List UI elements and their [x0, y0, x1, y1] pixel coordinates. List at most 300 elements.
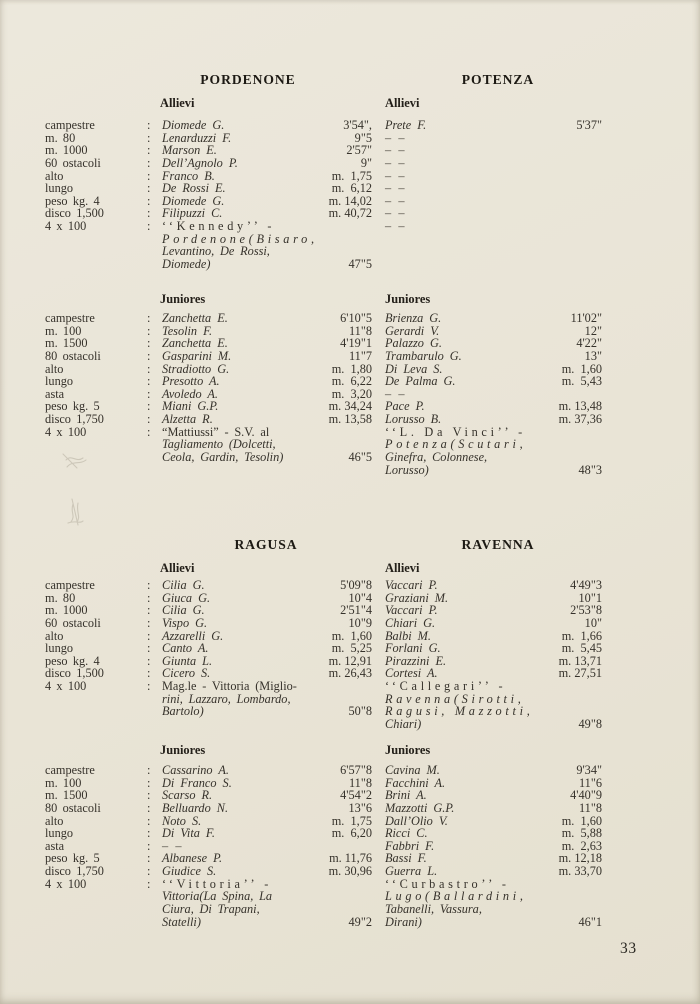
event-label: [45, 890, 147, 903]
separator-colon: :: [147, 666, 151, 681]
result-value: 4'49"3: [570, 578, 602, 592]
result-value: 9'34": [576, 763, 602, 777]
left-results-column: [45, 119, 372, 271]
athlete-name: Alzetta R.: [162, 412, 213, 427]
result-value: m. 6,12: [331, 181, 372, 196]
athlete-name: Miani G.P.: [162, 399, 219, 414]
relay-team-line: Potenza(Scutari,: [385, 437, 527, 452]
athlete-name: Gasparini M.: [162, 348, 232, 363]
event-label: [45, 705, 147, 718]
event-label: [45, 916, 147, 929]
relay-team-line: Pordenone(Bisaro,: [162, 231, 318, 246]
athlete-name: Presotto A.: [162, 374, 220, 389]
separator-colon: :: [147, 864, 151, 879]
result-row: [45, 802, 372, 815]
missing-entry-dash: – –: [385, 206, 406, 221]
athlete-name: Giunta L.: [162, 653, 213, 668]
result-value: m. 5,43: [561, 374, 602, 389]
relay-result: 48"3: [578, 462, 602, 477]
result-value: 6'57"8: [340, 763, 372, 777]
result-value: m. 26,43: [328, 666, 372, 681]
result-cell: [162, 157, 372, 170]
relay-team-line: ‘‘Curbastro’’ -: [385, 876, 510, 891]
event-label: alto: [45, 813, 64, 828]
relay-result: 46"1: [578, 914, 602, 929]
result-value: m. 30,96: [328, 864, 372, 879]
result-cell: [162, 617, 372, 630]
athlete-name: Marson E.: [162, 143, 217, 158]
result-row: [385, 312, 602, 325]
result-row: [385, 413, 602, 426]
event-label: [45, 451, 147, 464]
separator-colon: :: [147, 628, 151, 643]
relay-row: [45, 693, 372, 706]
separator-colon: :: [147, 219, 151, 234]
result-row: [385, 132, 602, 145]
event-label: peso kg. 4: [45, 193, 100, 208]
athlete-name: Palazzo G.: [385, 336, 442, 351]
result-cell: [162, 413, 372, 426]
athlete-name: Stradiotto G.: [162, 361, 230, 376]
relay-team-line: Ravenna(Sirotti,: [385, 691, 525, 706]
result-cell: [162, 375, 372, 388]
athlete-name: Di Leva S.: [385, 361, 443, 376]
result-row: [45, 865, 372, 878]
event-label: alto: [45, 168, 64, 183]
result-row: [45, 642, 372, 655]
relay-row: [385, 916, 602, 929]
result-row: [385, 220, 602, 233]
result-row: [385, 350, 602, 363]
athlete-name: Graziani M.: [385, 590, 449, 605]
athlete-name: Scarso R.: [162, 788, 213, 803]
result-value: 6'10"5: [340, 311, 372, 325]
result-cell: [162, 119, 372, 132]
relay-line-cell: [162, 903, 372, 916]
athlete-name: Cortesi A.: [385, 666, 438, 681]
event-label: m. 1000: [45, 143, 88, 158]
athlete-name: Azzarelli G.: [162, 628, 224, 643]
result-row: [385, 170, 602, 183]
result-row: [45, 617, 372, 630]
relay-team-line: Dirani): [385, 914, 422, 929]
result-row: [385, 617, 602, 630]
relay-result: 49"8: [578, 717, 602, 732]
separator-colon: [147, 451, 162, 464]
result-value: 4'19"1: [340, 336, 372, 351]
athlete-name: Diomede G.: [162, 193, 225, 208]
result-value: m. 12,91: [328, 653, 372, 668]
athlete-name: Prete F.: [385, 118, 427, 132]
result-value: m. 34,24: [328, 399, 372, 414]
relay-team-line: Tabanelli, Vassura,: [385, 902, 482, 917]
result-value: 2'51"4: [340, 603, 372, 618]
result-row: [385, 182, 602, 195]
city-header-left: RAGUSA: [234, 537, 298, 552]
athlete-name: Zanchetta E.: [162, 311, 228, 325]
page-number: 33: [620, 940, 637, 957]
result-value: 11"6: [578, 775, 602, 790]
relay-team-line: ‘‘L. Da Vinci’’ -: [385, 424, 526, 439]
separator-colon: :: [147, 181, 151, 196]
relay-team-line: Levantino, De Rossi,: [162, 244, 270, 259]
event-label: peso kg. 5: [45, 399, 100, 414]
athlete-name: Canto A.: [162, 641, 209, 656]
separator-colon: :: [147, 876, 151, 891]
result-value: 9": [360, 155, 372, 170]
result-value: 5'09"8: [340, 578, 372, 592]
athlete-name: Cavina M.: [385, 763, 440, 777]
event-label: lungo: [45, 181, 74, 196]
left-results-column: [45, 579, 372, 718]
athlete-name: Brini A.: [385, 788, 427, 803]
result-value: 13": [584, 348, 602, 363]
separator-colon: :: [147, 386, 151, 401]
separator-colon: [147, 245, 162, 258]
result-value: m. 37,36: [558, 412, 602, 427]
athlete-name: Brienza G.: [385, 311, 442, 325]
event-label: disco 1,750: [45, 412, 104, 427]
separator-colon: :: [147, 399, 151, 414]
separator-colon: :: [147, 788, 151, 803]
result-value: 3'54",: [343, 118, 372, 132]
separator-colon: [147, 890, 162, 903]
athlete-name: Noto S.: [162, 813, 202, 828]
separator-colon: :: [147, 348, 151, 363]
separator-colon: :: [147, 193, 151, 208]
event-label: 4 x 100: [45, 219, 87, 234]
separator-colon: :: [147, 323, 151, 338]
event-label: m. 80: [45, 130, 76, 145]
result-value: m. 1,66: [561, 628, 602, 643]
athlete-name: De Rossi E.: [162, 181, 226, 196]
result-value: 11"8: [348, 775, 372, 790]
relay-result: 46"5: [348, 450, 372, 465]
result-cell: [162, 579, 372, 592]
athlete-name: Mazzotti G.P.: [385, 800, 455, 815]
relay-team-line: Tagliamento (Dolcetti,: [162, 437, 276, 452]
right-results-column: [385, 764, 602, 928]
event-label: [45, 233, 147, 246]
athlete-name: Cassarino A.: [162, 763, 229, 777]
athlete-name: Dell’Agnolo P.: [162, 155, 238, 170]
result-cell: [162, 827, 372, 840]
relay-row: [45, 451, 372, 464]
event-label: [45, 245, 147, 258]
result-value: 9"5: [354, 130, 372, 145]
right-results-column: [385, 312, 602, 476]
event-label: 60 ostacoli: [45, 155, 101, 170]
relay-line-cell: [162, 916, 372, 929]
result-value: m. 14,02: [328, 193, 372, 208]
missing-entry-dash: – –: [162, 838, 183, 853]
athlete-name: Balbi M.: [385, 628, 431, 643]
athlete-name: De Palma G.: [385, 374, 456, 389]
relay-row: [45, 903, 372, 916]
athlete-name: Lorusso B.: [385, 412, 442, 427]
event-label: m. 80: [45, 590, 76, 605]
result-row: [45, 827, 372, 840]
event-label: campestre: [45, 578, 95, 592]
relay-line-cell: [162, 258, 372, 271]
separator-colon: :: [147, 336, 151, 351]
result-value: 4'40"9: [570, 788, 602, 803]
result-value: 2'53"8: [570, 603, 602, 618]
athlete-name: Belluardo N.: [162, 800, 229, 815]
result-row: [385, 764, 602, 777]
relay-row: [45, 705, 372, 718]
event-label: disco 1,750: [45, 864, 104, 879]
relay-team-line: Ginefra, Colonnese,: [385, 450, 488, 465]
result-value: 11"8: [578, 800, 602, 815]
event-label: alto: [45, 361, 64, 376]
athlete-name: Di Franco S.: [162, 775, 232, 790]
result-cell: [162, 182, 372, 195]
result-row: [385, 207, 602, 220]
event-label: peso kg. 5: [45, 851, 100, 866]
separator-colon: [147, 916, 162, 929]
result-value: 11"8: [348, 323, 372, 338]
event-label: m. 100: [45, 323, 82, 338]
result-value: m. 2,63: [561, 838, 602, 853]
event-label: 60 ostacoli: [45, 615, 101, 630]
result-value: m. 1,60: [561, 813, 602, 828]
relay-team-line: Ceola, Gardin, Tesolin): [162, 450, 284, 465]
event-label: [45, 903, 147, 916]
relay-team-line: ‘‘Kennedy’’ -: [162, 219, 276, 234]
result-row: [385, 802, 602, 815]
athlete-name: Cilia G.: [162, 578, 205, 592]
missing-entry-dash: – –: [385, 386, 406, 401]
event-label: 80 ostacoli: [45, 800, 101, 815]
result-row: [385, 827, 602, 840]
relay-row: [385, 464, 602, 477]
separator-colon: :: [147, 361, 151, 376]
athlete-name: Giuca G.: [162, 590, 211, 605]
result-cell: [162, 350, 372, 363]
athlete-name: Vaccari P.: [385, 578, 438, 592]
athlete-name: Gerardi V.: [385, 323, 440, 338]
result-value: m. 3,20: [331, 386, 372, 401]
event-label: disco 1,500: [45, 206, 104, 221]
result-row: [385, 579, 602, 592]
relay-team-line: Lorusso): [385, 462, 429, 477]
group-label-left: Juniores: [160, 292, 206, 306]
event-label: lungo: [45, 641, 74, 656]
group-label-right: Juniores: [385, 292, 431, 306]
result-value: 10": [584, 615, 602, 630]
athlete-name: Vispo G.: [162, 615, 208, 630]
group-label-left: Juniores: [160, 743, 206, 757]
result-value: 12": [584, 323, 602, 338]
separator-colon: :: [147, 118, 151, 132]
event-label: alto: [45, 628, 64, 643]
event-label: campestre: [45, 118, 95, 132]
relay-row: [385, 718, 602, 731]
event-label: m. 1000: [45, 603, 88, 618]
athlete-name: Filipuzzi C.: [162, 206, 223, 221]
relay-team-line: Mag.le - Vittoria (Miglio-: [162, 679, 297, 694]
separator-colon: :: [147, 374, 151, 389]
left-results-column: [45, 764, 372, 928]
athlete-name: Bassi F.: [385, 851, 427, 866]
relay-team-line: ‘‘Vittoria’’ -: [162, 876, 272, 891]
result-value: 10"4: [348, 590, 372, 605]
result-value: 4'22": [576, 336, 602, 351]
result-value: m. 1,75: [331, 168, 372, 183]
result-value: m. 11,76: [329, 851, 372, 866]
separator-colon: [147, 438, 162, 451]
missing-entry-dash: – –: [385, 130, 406, 145]
city-header-left: PORDENONE: [200, 72, 296, 87]
separator-colon: :: [147, 168, 151, 183]
group-label-left: Allievi: [160, 96, 195, 110]
result-row: [45, 182, 372, 195]
event-label: [45, 258, 147, 271]
result-value: m. 5,88: [561, 826, 602, 841]
result-row: [385, 119, 602, 132]
relay-team-line: ‘‘Callegari’’ -: [385, 679, 507, 694]
result-value: m. 13,48: [558, 399, 602, 414]
result-row: [385, 157, 602, 170]
result-value: m. 12,18: [558, 851, 602, 866]
missing-entry-dash: – –: [385, 143, 406, 158]
event-label: m. 1500: [45, 788, 88, 803]
separator-colon: :: [147, 813, 151, 828]
group-label-right: Allievi: [385, 561, 420, 575]
separator-colon: [147, 903, 162, 916]
separator-colon: :: [147, 826, 151, 841]
relay-team-line: Vittoria(La Spina, La: [162, 889, 273, 904]
separator-colon: :: [147, 763, 151, 777]
relay-row: [385, 680, 602, 693]
separator-colon: :: [147, 603, 151, 618]
relay-row: [385, 451, 602, 464]
athlete-name: Lenarduzzi F.: [162, 130, 232, 145]
relay-team-line: Diomede): [162, 257, 211, 272]
separator-colon: :: [147, 311, 151, 325]
relay-result: 49"2: [348, 914, 372, 929]
separator-colon: :: [147, 838, 151, 853]
result-value: m. 1,80: [331, 361, 372, 376]
separator-colon: :: [147, 679, 151, 694]
athlete-name: Pace P.: [385, 399, 425, 414]
athlete-name: Trambarulo G.: [385, 348, 462, 363]
relay-team-line: Ciura, Di Trapani,: [162, 902, 260, 917]
event-label: [45, 693, 147, 706]
athlete-name: Dall’Olio V.: [385, 813, 448, 828]
result-cell: [162, 865, 372, 878]
event-label: [45, 438, 147, 451]
athlete-name: Giudice S.: [162, 864, 217, 879]
event-label: asta: [45, 386, 65, 401]
event-label: 4 x 100: [45, 679, 87, 694]
result-value: m. 1,60: [331, 628, 372, 643]
relay-line-cell: [162, 705, 372, 718]
relay-result: 47"5: [348, 257, 372, 272]
athlete-name: Forlani G.: [385, 641, 441, 656]
group-label-left: Allievi: [160, 561, 195, 575]
relay-row: [45, 258, 372, 271]
result-value: 11"7: [348, 348, 372, 363]
athlete-name: Chiari G.: [385, 615, 436, 630]
right-results-column: [385, 119, 602, 233]
athlete-name: Fabbri F.: [385, 838, 435, 853]
missing-entry-dash: – –: [385, 155, 406, 170]
separator-colon: :: [147, 130, 151, 145]
athlete-name: Ricci C.: [385, 826, 428, 841]
separator-colon: :: [147, 143, 151, 158]
result-value: 4'54"2: [340, 788, 372, 803]
result-value: 2'57": [346, 143, 372, 158]
result-value: m. 5,45: [561, 641, 602, 656]
missing-entry-dash: – –: [385, 219, 406, 234]
athlete-name: Diomede G.: [162, 118, 225, 132]
result-cell: [162, 764, 372, 777]
result-cell: [162, 642, 372, 655]
relay-team-line: Lugo(Ballardini,: [385, 889, 527, 904]
relay-team-line: rini, Lazzaro, Lombardo,: [162, 691, 291, 706]
separator-colon: [147, 233, 162, 246]
right-results-column: [385, 579, 602, 731]
result-value: m. 1,60: [561, 361, 602, 376]
separator-colon: :: [147, 590, 151, 605]
group-label-right: Allievi: [385, 96, 420, 110]
result-cell: [162, 312, 372, 325]
result-row: [45, 375, 372, 388]
event-label: lungo: [45, 374, 74, 389]
event-label: 4 x 100: [45, 876, 87, 891]
athlete-name: Facchini A.: [385, 775, 446, 790]
city-header-right: RAVENNA: [461, 537, 535, 552]
separator-colon: :: [147, 775, 151, 790]
separator-colon: [147, 693, 162, 706]
result-value: m. 27,51: [558, 666, 602, 681]
relay-team-line: Bartolo): [162, 704, 204, 719]
missing-entry-dash: – –: [385, 168, 406, 183]
athlete-name: Pirazzini E.: [385, 653, 447, 668]
result-row: [45, 157, 372, 170]
athlete-name: Avoledo A.: [162, 386, 219, 401]
event-label: disco 1,500: [45, 666, 104, 681]
event-label: peso kg. 4: [45, 653, 100, 668]
relay-line-cell: [162, 220, 372, 233]
result-value: m. 13,71: [558, 653, 602, 668]
separator-colon: :: [147, 800, 151, 815]
separator-colon: :: [147, 653, 151, 668]
separator-colon: :: [147, 155, 151, 170]
relay-row: [45, 220, 372, 233]
city-header-right: POTENZA: [461, 72, 535, 87]
missing-entry-dash: – –: [385, 181, 406, 196]
athlete-name: Vaccari P.: [385, 603, 438, 618]
result-row: [45, 350, 372, 363]
relay-team-line: Ragusi, Mazzotti,: [385, 704, 534, 719]
event-label: lungo: [45, 826, 74, 841]
result-row: [45, 592, 372, 605]
result-value: m. 5,25: [331, 641, 372, 656]
athlete-name: Di Vita F.: [162, 826, 215, 841]
athlete-name: Zanchetta E.: [162, 336, 228, 351]
athlete-name: Tesolin F.: [162, 323, 213, 338]
result-row: [385, 865, 602, 878]
separator-colon: :: [147, 851, 151, 866]
result-row: [45, 630, 372, 643]
relay-result: 50"8: [348, 704, 372, 719]
relay-row: [45, 680, 372, 693]
separator-colon: :: [147, 206, 151, 221]
event-label: campestre: [45, 763, 95, 777]
